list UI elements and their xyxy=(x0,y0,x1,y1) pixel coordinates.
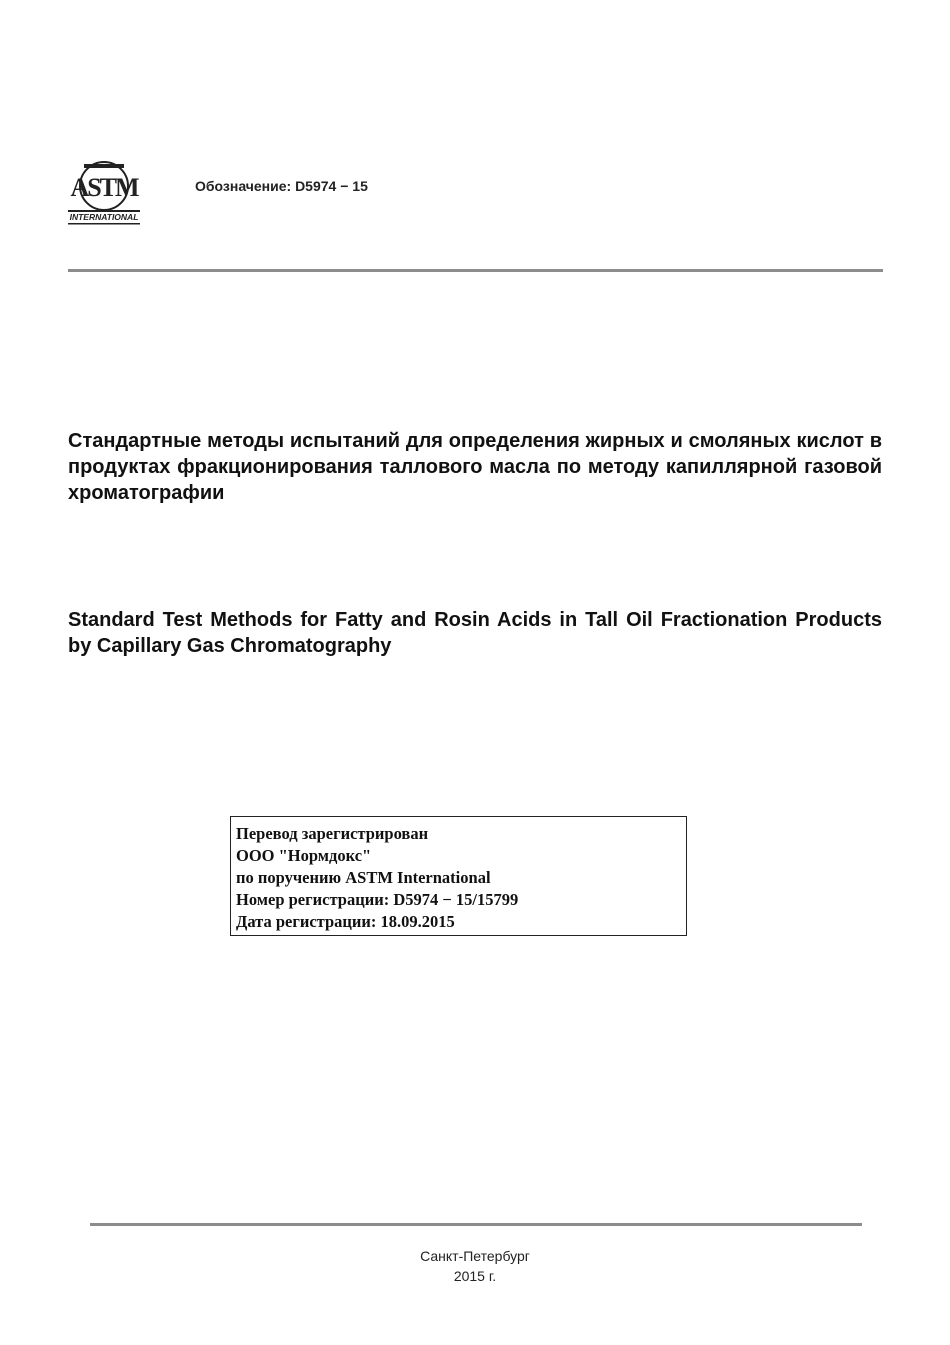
svg-text:ASTM: ASTM xyxy=(70,173,138,202)
title-russian: Стандартные методы испытаний для определения жирных и смоляных кислот в продуктах фракционирования таллового масла по методу капиллярной газовой хроматографии xyxy=(68,430,882,504)
astm-logo-icon xyxy=(66,158,142,228)
registration-line: ООО "Нормдокс" xyxy=(236,846,372,865)
designation-label: Обозначение: D5974 − 15 xyxy=(195,178,368,194)
footer-city: Санкт-Петербург xyxy=(420,1248,530,1264)
header-divider xyxy=(68,269,883,272)
footer-year: 2015 г. xyxy=(453,1268,497,1284)
registration-box xyxy=(230,816,687,936)
astm-logo-text: INTERNATIONAL xyxy=(69,212,139,222)
registration-line: Номер регистрации: D5974 − 15/15799 xyxy=(236,890,519,909)
registration-line: Перевод зарегистрирован xyxy=(236,824,429,843)
footer-divider xyxy=(90,1223,862,1226)
title-english: Standard Test Methods for Fatty and Rosin Acids in Tall Oil Fractionation Products by Capillary Gas Chromatography xyxy=(68,609,882,657)
registration-line: Дата регистрации: 18.09.2015 xyxy=(236,912,455,931)
registration-line: по поручению ASTM International xyxy=(236,868,491,887)
